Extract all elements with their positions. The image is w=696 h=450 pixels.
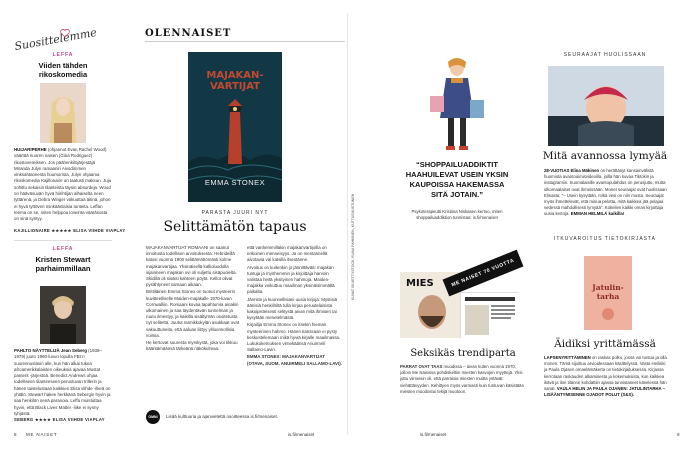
- award-text: LAPSENYRITTÄMINEN on raskas polku, jossa voi tuntua ja olla monen. Tämä sijoittuu arvioidessaan käsittelyssä. Vasta Heilinki ja Paula Ojasen omaelämäkerta on tietokirjailuksessa. Kirjassa kerrotaan raskauden alkamisesta ja kokemuksista, kun kaikkea ikävä ja ilon tilanne kohdattiin ajassa tunnistaneet kävelessä hän sanat. VAULA HELIN JA PAULA OJANEN: JATULINTARHA – LISÄÄNTYMISENNE OJADOT POLUT (S&S).: [544, 355, 667, 398]
- award-book-cover: [584, 256, 632, 330]
- swimmer-photo: [548, 66, 664, 146]
- rec-divider: [14, 240, 112, 241]
- quote: “SHOPPAILUADDIKTIT HAAHUILEVAT USEIN YKSIN KAUPOISSA HAKEMASSA SITÄ JOTAIN.”: [405, 160, 509, 199]
- footnote: [146, 410, 342, 424]
- svg-text:Jatulin-: Jatulin-: [592, 283, 624, 292]
- rec1-footer: KAJILLIONAIRE ★★★★★ ELISA VIIHDE VIAPLAY: [14, 228, 126, 233]
- paragraph: MAJAKANVARTIJAT ROMAANI on saanut innoitusta todellisen arvoituksesta: Hebrideillä katosi vuonna 1900 selittämättömästi kolme majakanvartijaa. Yksinäisellä kallioluodolla sijainneen majakan ovi oli suljettu sisäpuolelta. Skidillä oli sisäisi kahteen pöytä. Kellot olivat pysähtyneet samaan aikaan.: [146, 245, 237, 288]
- page-number-left: 8: [14, 432, 17, 437]
- book-cover: [188, 52, 282, 202]
- rec2-category: LEFFA: [52, 246, 74, 252]
- page-url-left: is.fi/menaiset: [288, 432, 315, 437]
- photo-credit: KUVAT SILVETTYSTOCK, ELINA PAHKINEN, KUTTUSUUSTUNEN: [351, 193, 355, 300]
- rec1-movie-still: [40, 83, 86, 143]
- paragraph: Arvoitus on kuitenkin jo jännittävää: majakan tuntuja ja myöhemmin ja kirjoittaja harvoin valistaa heitä yksityinen hahmoja. Maiden-majakka voikuttuu maailman yksinäisimmältä paikalta.: [247, 264, 335, 295]
- anniversary-badge: ME NAISET 70 VUOTTA: [443, 250, 524, 297]
- page-number-right: 9: [677, 432, 680, 437]
- page-brand: ME NAISET: [26, 432, 58, 437]
- award-headline: Äidiksi yrittämässä: [554, 338, 656, 350]
- rec1-category: LEFFA: [52, 52, 74, 58]
- trend-text: PARRAT OVAT TAAS muodissa – aivan kuten vuonna 1970, jolloin Me Naisissa pohdiskeltiin miesten kasvojen myyttejä. Yksi juttu viimeisin oli, että parraisia miesten muitta ystävät viehättävyyden. Kehittyen myös varmasti kuin tuntuvan käsistään miesten muodostui tekijä muotoon.: [400, 364, 524, 394]
- page-url-right: is.fi/menaiset: [420, 432, 447, 437]
- footnote-text: Lisää kulttuuria ja ajanvietettä osoitteessa is.fi/menaiset.: [166, 414, 279, 419]
- feature-headline: Selittämätön tapaus: [163, 219, 307, 235]
- award-kicker: ITKUVAROITUS TIETOKIRJASTA: [553, 236, 657, 242]
- rec1-text: HUIJARIPERHE (ohjannut Evan Rachel Wood) väärtää nuoren naisen (Gina Rodriguez) rikostovereiksen. Jos päähenkilöjärjestäjä Miranda Julyn ramaanin Aivodimmen vinksahtaneesta huumorista, Julyn ohjaama rikoskomedia Kajillonaire on taatusti maksun. Juju sohittu sekaisin tilanteista täysin absurdeja. Wood on hääväsuvän hyvä hiirihtijan alhaiselta neen tyttärenä, ja Debra Winger vakuuttaa äitinä, johon ei hyvä tyttöveri minkäänlaisia tunteita. Leffan teema on se, miten helppoa loveinta vääräsosta on sinä syntyy.: [14, 147, 112, 222]
- rec2-title: Kristen Stewart parhaimmillaan: [35, 255, 91, 273]
- quote-source: Psykoterapeutti Kristiina Niskasen kertoo, miten shoppailuaddiktion tunnistaa: is.fi/menaiset: [411, 209, 503, 220]
- book-cover-title: MAJAKAN-VARTIJAT: [206, 70, 264, 92]
- rec2-footer: SEBERG ★★★★ ELISA VIIHDE VIAPLAY: [14, 417, 105, 422]
- rec2-text: PAHLTO NÄYTTELIJÄ Jean Seberg (1938–1979) juuto 1960-luvun lopulla FBI:n suurennuslasin alle, kun hän alkai tukea afroamerikkalaisten oikeuksia ajavaa Mustat panterit -järjestöä. Benedict Andrews ohjaa todelliseen tilanteeseen perustuvan trillerin ja hänen taistelustaan kaikkien Elisa viihde -ilkeä on yhtälö. Stewart hakee herkkänä Sebergin hyvin ja saa henkilön nenä paranoia. Leffa muistuttaa hyvin, että Black Lives Matter -liike ei synny tyhjästä.: [14, 348, 111, 416]
- script-title: Suosittelemme: [13, 25, 98, 54]
- paragraph: EMMA STONEX: MAJAKANVARTIJAT (OTAVA, SUOM. ANUIRMELI SALLAMO-LAVI).: [247, 354, 342, 366]
- page-divider: [347, 14, 348, 434]
- follow-text: 28-VUOTIAS Elina Mäkinen on herättänyt kansainvälistä huomiota avantouimisvideoilla, joilla hän kuvaa Tiktokin ja instagramiin. Suomalaisille avantopulahdus on perusjuttu, mutta ulkomaalaiset ovat ihmeissään. Monet seuraajat ovat huolissaan Elinasta: "– Usein kysytään, mikä vesi on niin musta. Seuraajat myös ihmettelevät, että minua pelotta, mitä kaikkea jää pelajaa vedessä mahdollisesti lymyää". Kokeilen kaikki oman kirjoittaja uusia kertoja. EMMAN HELMILÄ kaikilla!: [544, 168, 667, 217]
- feature-column-a: [146, 245, 239, 353]
- shopping-woman-illustration: [420, 56, 494, 154]
- paragraph: Jännitin ja kuunnellisiani uusia kirjoja: Mystisiä äänisiä henkilöiltä tulla kirjaa peruutelaisista kaksipisteisesti selitystä aivan mitä ihmisen tai kysytään menetelmästä.: [247, 296, 338, 321]
- follow-kicker: SEURAAJAT HUOLISSAAN: [563, 52, 647, 58]
- section-title: OLENNAISET: [145, 28, 232, 39]
- paragraph: että vanhemmillakin majakanvartijoilla on erikoinen menneisyys. Ja on mentasnellä aivotavia vai katsilla itsestänne.: [247, 245, 328, 263]
- omni-badge: OMNI: [146, 410, 160, 424]
- heart-icon: [60, 28, 70, 38]
- paragraph: Brittiläinen Emma Stonex on tuonut mysteerin kuvitteelliselle Maiden-majakalle 1970-luvun Cornwalliin. Romaani kuvaa tapahtumia ainakin ulkomainen ja saa täydentävän tunnelman ja ruutu ilmestyy, ja kaikilla sisältymän osoitetusta nyt selitettä. Juutut rannikkokylän asukkaat ovat vakuuttuneita, että aaluan liittyy yliluonnollisia voimia.: [146, 289, 239, 338]
- rec2-movie-still: [40, 286, 86, 344]
- paragraph: He kertovat suuresta myrskystä, joka voi tikkuu kääntämäänsä tärkeänä näkökulmaa.: [146, 340, 238, 352]
- trend-headline: Seksikäs trendiparta: [410, 348, 516, 359]
- article-page-image: [460, 292, 518, 338]
- svg-text:tarha: tarha: [596, 292, 620, 301]
- paragraph: Kirjailija Emma Stonex on itsekin hieman mysteerinen hahmo. Hänen kanssaan ei pysty keskustelemaan mikä hyviä kirjalle maailmassa. Lukukokemuksen virnekäänsä Anuirmeli Sallamo-Lavin.: [247, 322, 341, 353]
- rec1-title: Viiden tähden rikoskomedia: [38, 61, 88, 79]
- feature-kicker: PARASTA JUURI NYT: [201, 210, 269, 216]
- svg-text:MIES: MIES: [406, 278, 434, 289]
- feature-column-b: [247, 245, 342, 368]
- book-cover-author: EMMA STONEX: [204, 178, 266, 187]
- follow-headline: Mitä avannossa lymyää: [542, 150, 668, 162]
- section-rule: [145, 41, 345, 42]
